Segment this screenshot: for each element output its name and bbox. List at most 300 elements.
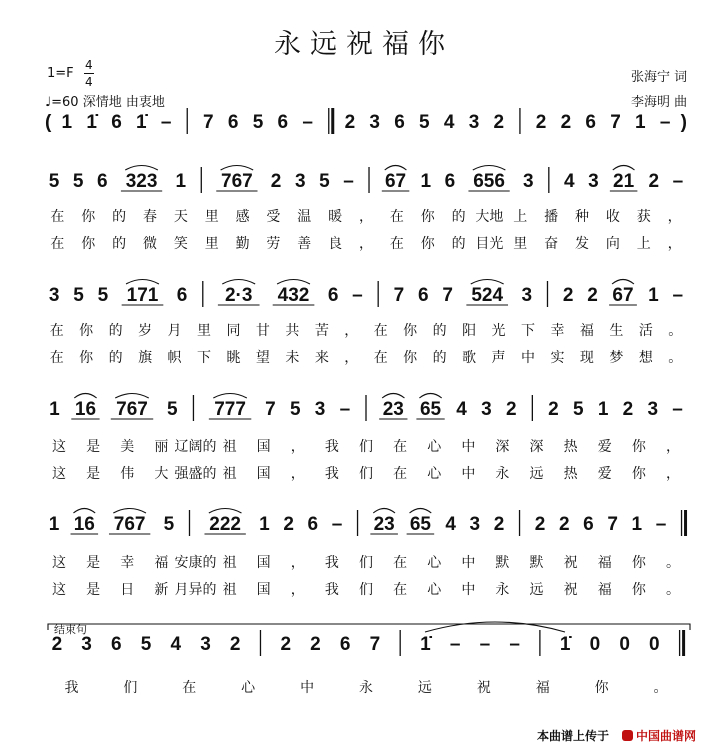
note: 6: [585, 112, 596, 133]
slur: [419, 394, 441, 399]
lyric-char: ，: [359, 209, 373, 225]
lyric-char: 中: [521, 350, 535, 366]
note: –: [672, 285, 684, 306]
lyric-char: 我: [324, 582, 339, 598]
note: 2: [548, 399, 559, 420]
lyric-char: 望: [255, 350, 270, 366]
note: 3: [48, 285, 60, 306]
lyric-char: ，: [290, 555, 305, 571]
lyrics-layer: [50, 208, 683, 696]
note: 23: [373, 514, 395, 535]
lyric-char: 们: [123, 680, 138, 696]
slur: [471, 280, 504, 285]
note: 7: [203, 112, 214, 133]
note: 4: [170, 634, 182, 655]
lyric-char: 你: [81, 209, 96, 225]
slur: [222, 280, 255, 285]
ending-bracket: [48, 624, 690, 630]
slur: [113, 509, 146, 514]
note: 1: [648, 285, 659, 306]
lyric-char: 们: [359, 582, 373, 598]
note: 16: [73, 514, 95, 535]
lyric-char: 月异的: [174, 582, 217, 598]
slur: [612, 280, 634, 285]
lyric-char: 。: [665, 582, 680, 598]
lyric-char: 良: [328, 236, 343, 252]
lyric-char: 国: [256, 439, 271, 455]
note: 1: [49, 399, 60, 420]
lyric-char: 国: [256, 555, 271, 571]
note: 0: [589, 634, 601, 655]
lyric-char: 笑: [173, 236, 188, 252]
lyric-char: 强盛的: [174, 466, 217, 482]
lyric-char: 岁: [138, 323, 153, 339]
lyric-char: 是: [86, 466, 101, 482]
note: 2: [493, 112, 505, 133]
note: 5: [252, 112, 264, 133]
slur: [73, 509, 95, 514]
note: 6: [307, 514, 319, 535]
note: 2: [534, 514, 546, 535]
note: 3: [481, 399, 492, 420]
lyric-char: 下: [521, 323, 535, 339]
lyric-char: 现: [579, 350, 594, 366]
lyric-char: 旗: [138, 350, 153, 366]
lyric-char: 这: [52, 582, 67, 598]
note: 222: [209, 514, 242, 535]
slur: [126, 280, 159, 285]
note: 5: [48, 171, 60, 192]
note: 7: [442, 285, 453, 306]
lyric-char: 你: [420, 209, 435, 225]
lyric-char: 心: [427, 582, 442, 598]
note: 2: [51, 634, 63, 655]
lyric-char: 中: [461, 439, 476, 455]
lyric-char: 安康的: [174, 555, 217, 571]
lyric-char: 种: [575, 209, 589, 225]
lyric-char: 活: [638, 323, 653, 339]
lyric-char: 向: [605, 236, 620, 252]
lyric-char: ，: [344, 350, 359, 366]
lyric-char: 这: [52, 466, 67, 482]
note: –: [655, 514, 667, 535]
note: –: [659, 112, 671, 133]
note: 767: [116, 399, 148, 420]
note: –: [352, 285, 363, 306]
note: 6: [97, 171, 108, 192]
lyric-char: 美: [120, 439, 135, 455]
lyric-char: 祖: [222, 466, 237, 482]
lyric-char: 发: [575, 236, 589, 252]
note: –: [343, 171, 354, 192]
slur: [410, 509, 432, 514]
note: 5: [163, 514, 175, 535]
lyric-char: 春: [143, 209, 157, 225]
slur: [382, 394, 404, 399]
note: 1: [420, 171, 432, 192]
lyric-char: 福: [535, 680, 550, 696]
note: 16: [74, 399, 97, 420]
logo-mark-icon: [622, 730, 633, 741]
lyric-char: 梦: [609, 350, 624, 366]
lyric-char: 我: [324, 439, 339, 455]
lyric-char: 在: [373, 350, 388, 366]
note: 7: [393, 285, 405, 306]
slur: [373, 509, 395, 514]
lyric-char: 祖: [222, 582, 237, 598]
note: 2: [505, 399, 517, 420]
note: 1̇: [559, 634, 571, 655]
lyric-char: ，: [290, 582, 305, 598]
lyric-char: 在: [393, 466, 408, 482]
key-signature: 1=F: [47, 66, 74, 81]
note: 7: [607, 514, 618, 535]
lyric-char: 默: [495, 555, 510, 571]
lyric-char: 善: [297, 236, 312, 252]
note: 2: [283, 514, 294, 535]
lyric-char: 这: [52, 439, 67, 455]
lyric-char: 未: [285, 350, 300, 366]
lyric-char: 是: [86, 582, 101, 598]
lyric-char: 眺: [226, 350, 241, 366]
lyric-char: 中: [300, 680, 315, 696]
note: 1̇: [86, 112, 97, 133]
lyric-char: 在: [389, 209, 404, 225]
note: 1: [631, 514, 643, 535]
lyric-char: 歌: [462, 350, 477, 366]
lyric-char: 在: [50, 209, 65, 225]
lyric-char: 暖: [328, 209, 343, 225]
lyric-char: 你: [403, 350, 418, 366]
note: –: [449, 634, 461, 655]
lyric-char: 永: [359, 680, 373, 696]
note: 1: [175, 171, 187, 192]
lyric-char: 远: [529, 466, 544, 482]
note: 171: [126, 285, 159, 306]
lyric-char: 来: [314, 350, 329, 366]
note: 2: [560, 112, 572, 133]
lyric-char: ，: [667, 209, 682, 225]
slur: [221, 166, 254, 171]
lyric-char: 伟: [120, 466, 135, 482]
note: 3: [294, 171, 306, 192]
note: 6: [339, 634, 351, 655]
lyric-char: 永: [495, 582, 510, 598]
lyric-char: 受: [266, 209, 281, 225]
note: 6: [111, 112, 122, 133]
note: ): [680, 112, 687, 133]
lyric-char: 辽阔的: [174, 439, 217, 455]
lyric-char: 勤: [235, 236, 250, 252]
note: 3: [369, 112, 380, 133]
lyric-char: 生: [609, 323, 624, 339]
lyric-char: 在: [393, 439, 408, 455]
lyric-char: 你: [79, 350, 94, 366]
note: 1: [597, 399, 609, 420]
note: –: [672, 399, 683, 420]
slur: [277, 280, 310, 285]
lyric-char: 光: [491, 323, 506, 339]
lyric-char: 帜: [167, 350, 182, 366]
lyric-char: 苦: [314, 323, 329, 339]
lyric-char: 的: [108, 350, 123, 366]
lyric-char: 新: [154, 582, 169, 598]
note: 2: [280, 634, 292, 655]
note: 777: [214, 399, 246, 420]
lyric-char: 里: [204, 236, 219, 252]
lyric-char: 你: [420, 236, 435, 252]
lyric-char: ，: [665, 466, 680, 482]
lyric-char: 的: [108, 323, 123, 339]
lyric-char: ，: [290, 439, 305, 455]
note: 5: [140, 634, 152, 655]
note: –: [160, 112, 172, 133]
lyric-char: 中: [461, 466, 476, 482]
slur: [385, 166, 407, 171]
lyric-char: 中: [461, 555, 476, 571]
lyric-char: 的: [432, 350, 447, 366]
lyric-char: 幸: [550, 323, 565, 339]
note: 5: [73, 285, 84, 306]
lyric-char: 微: [143, 236, 157, 252]
lyric-char: ，: [667, 236, 682, 252]
lyric-char: 月: [167, 323, 182, 339]
note: 7: [369, 634, 381, 655]
lyric-char: 获: [636, 209, 651, 225]
note: –: [479, 634, 491, 655]
note: 5: [289, 399, 301, 420]
note: 2: [648, 171, 660, 192]
note: 3: [468, 112, 480, 133]
note: 524: [471, 285, 504, 306]
lyric-char: 收: [605, 209, 620, 225]
note: 1̇: [136, 112, 147, 133]
note: 67: [612, 285, 634, 306]
lyric-char: 们: [359, 555, 373, 571]
lyric-char: 在: [182, 680, 197, 696]
note: 656: [473, 171, 505, 192]
lyric-char: ，: [344, 323, 359, 339]
lyric-char: 福: [597, 582, 612, 598]
note: 67: [384, 171, 407, 192]
lyric-char: 是: [86, 439, 101, 455]
lyric-char: 里: [204, 209, 219, 225]
lyric-char: 祖: [222, 439, 237, 455]
lyric-char: 祝: [476, 680, 491, 696]
lyric-char: 是: [86, 555, 101, 571]
lyric-char: 国: [256, 582, 271, 598]
lyric-char: 我: [324, 555, 339, 571]
note: 1: [635, 112, 646, 133]
note: 0: [649, 634, 660, 655]
lyric-char: 心: [427, 466, 442, 482]
note: 5: [319, 171, 330, 192]
note: 2·3: [224, 285, 253, 306]
lyric-char: 天: [173, 209, 188, 225]
lyric-char: 深: [529, 439, 544, 455]
note: 3: [521, 285, 533, 306]
lyric-char: 的: [432, 323, 447, 339]
lyric-char: 幸: [120, 555, 135, 571]
lyric-char: 想: [638, 350, 653, 366]
note: 1: [61, 112, 73, 133]
lyric-char: 祝: [563, 582, 578, 598]
note: 6: [277, 112, 289, 133]
lyric-char: 上: [513, 209, 528, 225]
lyric-char: 的: [451, 236, 466, 252]
note: 5: [97, 285, 109, 306]
note: 4: [564, 171, 575, 192]
note: 4: [443, 112, 455, 133]
note: 6: [111, 634, 122, 655]
lyric-char: 的: [112, 236, 127, 252]
lyric-char: 心: [427, 439, 442, 455]
note: 21: [613, 171, 635, 192]
note: –: [509, 634, 520, 655]
note: 2: [562, 285, 574, 306]
lyric-char: 在: [50, 236, 65, 252]
note: 2: [587, 285, 598, 306]
note: 2: [493, 514, 505, 535]
note: 2: [270, 171, 282, 192]
lyric-char: 在: [389, 236, 404, 252]
note: 65: [419, 399, 442, 420]
lyric-char: 共: [285, 323, 300, 339]
note: 432: [277, 285, 310, 306]
notation-layer: [45, 108, 687, 656]
note: 3: [200, 634, 211, 655]
lyric-char: 的: [112, 209, 127, 225]
lyric-char: 福: [579, 323, 594, 339]
lyric-char: 你: [403, 323, 418, 339]
tempo-marking: ♩=60 深情地 由衷地: [45, 95, 165, 110]
note: 1: [259, 514, 270, 535]
note: 2: [229, 634, 241, 655]
lyric-char: 们: [359, 439, 373, 455]
lyric-char: ，: [359, 236, 373, 252]
note: 6: [394, 112, 405, 133]
note: 0: [619, 634, 630, 655]
lyric-char: 中: [461, 582, 476, 598]
slur: [125, 166, 158, 171]
composer-credit: 李海明 曲: [631, 95, 688, 110]
lyric-char: 祝: [563, 555, 578, 571]
lyric-char: 。: [668, 323, 683, 339]
lyric-char: 我: [324, 466, 339, 482]
lyric-char: 。: [665, 555, 680, 571]
note: 6: [417, 285, 429, 306]
site-name: 中国曲谱网: [636, 729, 697, 743]
note: 3: [647, 399, 659, 420]
lyric-char: 我: [64, 680, 79, 696]
lyric-char: 们: [359, 466, 373, 482]
lyric-char: 福: [597, 555, 612, 571]
note: 4: [445, 514, 456, 535]
note: 5: [572, 399, 584, 420]
site-logo: [622, 727, 696, 744]
slur: [209, 509, 242, 514]
slur: [473, 166, 506, 171]
lyric-char: 奋: [544, 236, 559, 252]
note: 7: [265, 399, 276, 420]
lyric-char: 声: [491, 350, 506, 366]
lyric-char: 你: [79, 323, 94, 339]
note: 5: [419, 112, 430, 133]
lyric-char: 深: [495, 439, 510, 455]
note: 2: [558, 514, 570, 535]
lyric-char: 你: [631, 555, 646, 571]
note: 5: [72, 171, 84, 192]
lyric-char: 在: [393, 582, 408, 598]
lyric-char: 远: [529, 582, 544, 598]
note: –: [339, 399, 351, 420]
lyric-char: 热: [563, 439, 578, 455]
note: –: [331, 514, 343, 535]
lyric-char: 同: [226, 323, 241, 339]
lyric-char: 心: [241, 680, 256, 696]
lyric-char: 在: [373, 323, 388, 339]
lyric-char: 你: [631, 466, 646, 482]
lyric-char: 温: [297, 209, 312, 225]
lyric-char: 远: [417, 680, 432, 696]
note: 323: [125, 171, 158, 192]
lyric-char: 爱: [597, 439, 612, 455]
lyric-char: 劳: [266, 236, 281, 252]
lyric-char: 。: [668, 350, 683, 366]
lyric-char: 实: [550, 350, 565, 366]
note: 6: [583, 514, 594, 535]
note: 5: [167, 399, 178, 420]
note: 767: [113, 514, 146, 535]
lyric-char: 你: [594, 680, 609, 696]
note: 6: [327, 285, 339, 306]
lyric-char: 。: [653, 680, 668, 696]
time-signature-bottom: 4: [85, 75, 93, 89]
upload-footer: 本曲谱上传于: [537, 729, 610, 743]
note: 3: [81, 634, 92, 655]
slur: [115, 394, 149, 399]
lyric-char: 的: [451, 209, 466, 225]
lyric-char: 下: [197, 350, 211, 366]
lyric-char: 目光: [475, 236, 504, 252]
segno-label: 结束句: [54, 623, 87, 636]
lyric-char: 这: [52, 555, 67, 571]
lyric-char: 里: [513, 236, 528, 252]
lyric-char: 日: [120, 582, 135, 598]
lyric-char: 默: [529, 555, 544, 571]
note: 1: [48, 514, 60, 535]
note: 2: [622, 399, 634, 420]
note: 6: [176, 285, 188, 306]
slur: [74, 394, 96, 399]
slur: [613, 166, 635, 171]
lyric-char: 心: [427, 555, 442, 571]
lyric-char: 在: [49, 323, 64, 339]
lyric-char: 你: [81, 236, 96, 252]
note: 1̇: [420, 634, 431, 655]
note: 6: [444, 171, 456, 192]
note: 3: [523, 171, 534, 192]
lyric-char: ，: [290, 466, 305, 482]
lyricist-credit: 张海宁 词: [631, 70, 688, 85]
lyric-char: 大: [154, 466, 169, 482]
note: 3: [588, 171, 599, 192]
lyric-char: 上: [636, 236, 651, 252]
lyric-char: 丽: [154, 439, 169, 455]
note: –: [302, 112, 313, 133]
lyric-char: 阳: [462, 323, 477, 339]
lyric-char: 祖: [222, 555, 237, 571]
